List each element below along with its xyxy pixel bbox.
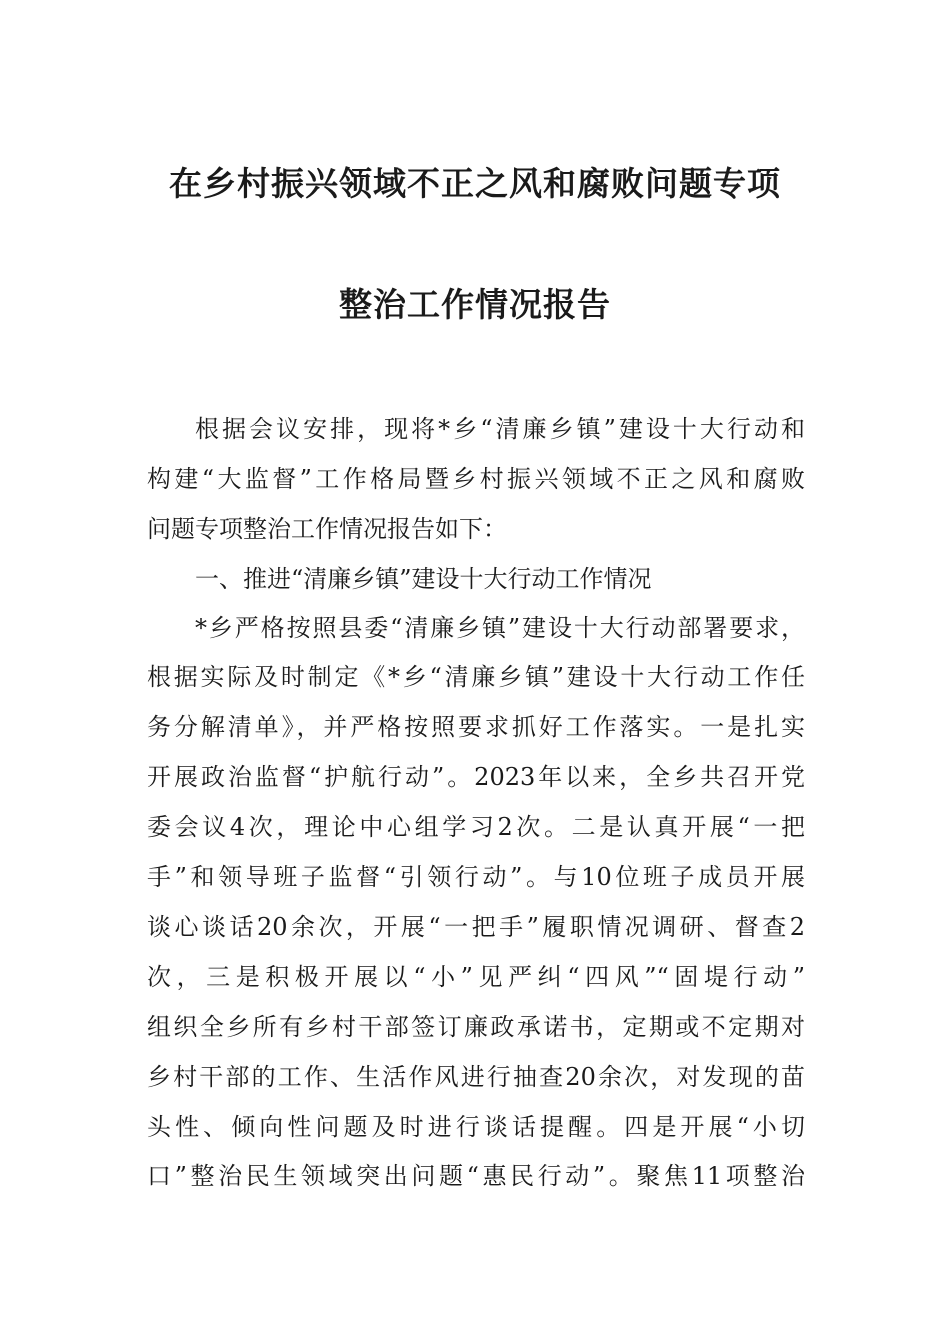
paragraph-line: 乡村干部的工作、生活作风进行抽查20余次，对发现的苗 — [147, 1063, 805, 1091]
paragraph-line: 构建“大监督”工作格局暨乡村振兴领域不正之风和腐败 — [147, 465, 805, 493]
section-heading: 一、推进“清廉乡镇”建设十大行动工作情况 — [195, 565, 652, 593]
title-line-2: 整治工作情况报告 — [339, 285, 611, 324]
paragraph-line: *乡严格按照县委“清廉乡镇”建设十大行动部署要求， — [195, 614, 805, 642]
paragraph-line: 次，三是积极开展以“小”见严纠“四风”“固堤行动” — [147, 963, 805, 991]
paragraph-line: 开展政治监督“护航行动”。2023年以来，全乡共召开党 — [147, 763, 805, 791]
paragraph-line: 根据会议安排，现将*乡“清廉乡镇”建设十大行动和 — [195, 415, 805, 443]
paragraph-line: 手”和领导班子监督“引领行动”。与10位班子成员开展 — [147, 863, 805, 891]
paragraph-line: 组织全乡所有乡村干部签订廉政承诺书，定期或不定期对 — [147, 1013, 805, 1041]
paragraph-line: 口”整治民生领域突出问题“惠民行动”。聚焦11项整治 — [147, 1162, 805, 1190]
paragraph-line: 根据实际及时制定《*乡“清廉乡镇”建设十大行动工作任 — [147, 663, 805, 691]
paragraph-line: 头性、倾向性问题及时进行谈话提醒。四是开展“小切 — [147, 1113, 805, 1141]
paragraph-line: 委会议4次，理论中心组学习2次。二是认真开展“一把 — [147, 813, 805, 841]
paragraph-line: 问题专项整治工作情况报告如下： — [147, 515, 507, 543]
paragraph-line: 务分解清单》，并严格按照要求抓好工作落实。一是扎实 — [147, 713, 805, 741]
paragraph-line: 谈心谈话20余次，开展“一把手”履职情况调研、督查2 — [147, 913, 805, 941]
title-line-1: 在乡村振兴领域不正之风和腐败问题专项 — [169, 164, 781, 203]
